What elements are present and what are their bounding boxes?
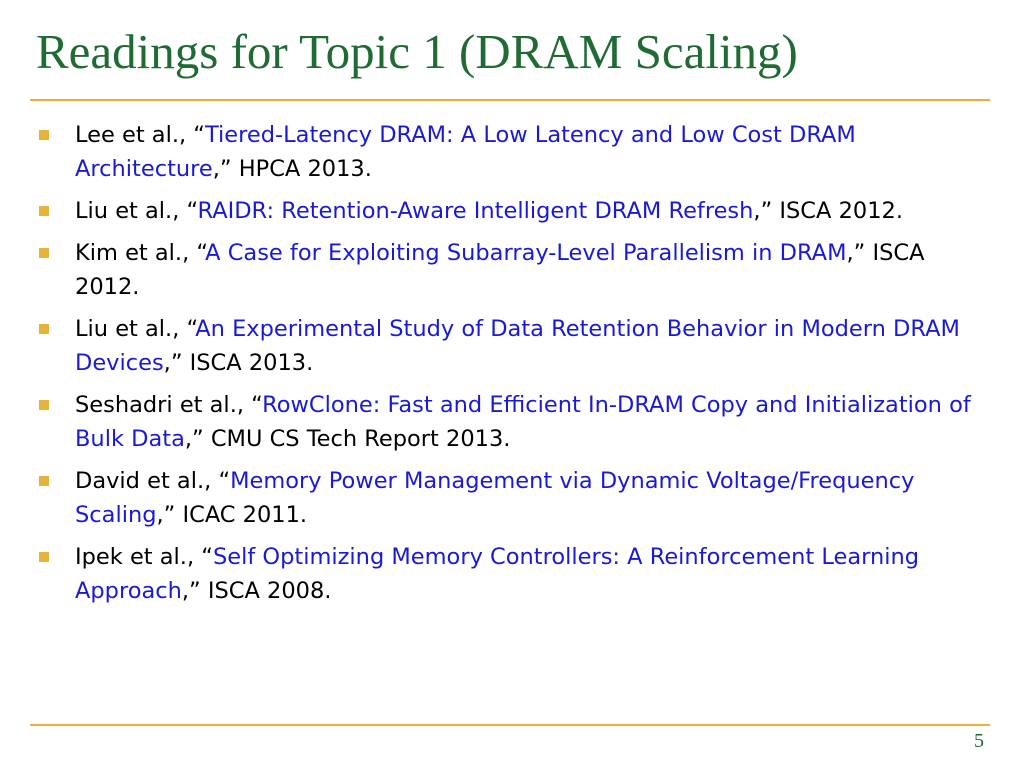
square-bullet-icon — [39, 206, 49, 216]
reading-title-link[interactable]: A Case for Exploiting Subarray-Level Parallelism in DRAM — [205, 240, 847, 266]
square-bullet-icon — [39, 248, 49, 258]
reading-venue: CMU CS Tech Report 2013. — [210, 426, 511, 452]
reading-venue: ISCA 2012. — [75, 240, 925, 300]
close-quote: ,” — [212, 156, 239, 182]
square-bullet-icon — [39, 324, 49, 334]
reading-list — [36, 118, 986, 616]
close-quote: ,” — [181, 578, 208, 604]
close-quote: ,” — [753, 198, 780, 224]
square-bullet-icon — [39, 130, 49, 140]
reading-title-link[interactable]: RAIDR: Retention-Aware Intelligent DRAM Refresh — [197, 198, 754, 224]
reading-title-link[interactable]: Memory Power Management via Dynamic Voltage/Frequency Scaling — [75, 468, 915, 528]
reading-item — [36, 118, 986, 186]
open-quote: “ — [201, 544, 213, 570]
slide-title: Readings for Topic 1 (DRAM Scaling) — [36, 24, 798, 79]
reading-title-link[interactable]: An Experimental Study of Data Retention Behavior in Modern DRAM Devices — [75, 316, 960, 376]
close-quote: ,” — [156, 502, 183, 528]
reading-authors: Ipek et al., — [75, 544, 202, 570]
open-quote: “ — [251, 392, 263, 418]
reading-venue: ICAC 2011. — [182, 502, 308, 528]
reading-title-link[interactable]: Self Optimizing Memory Controllers: A Reinforcement Learning Approach — [75, 544, 920, 604]
reading-authors: Liu et al., — [75, 316, 187, 342]
close-quote: ,” — [184, 426, 211, 452]
reading-venue: HPCA 2013. — [238, 156, 372, 182]
reading-authors: Kim et al., — [75, 240, 197, 266]
open-quote: “ — [218, 468, 231, 494]
reading-authors: Lee et al., — [75, 122, 194, 148]
reading-item — [36, 464, 986, 532]
close-quote: ,” — [846, 240, 873, 266]
open-quote: “ — [196, 240, 206, 266]
reading-authors: David et al., — [75, 468, 219, 494]
open-quote: “ — [186, 198, 198, 224]
reading-item — [36, 236, 986, 304]
open-quote: “ — [186, 316, 196, 342]
reading-authors: Seshadri et al., — [75, 392, 252, 418]
reading-item — [36, 388, 986, 456]
reading-venue: ISCA 2008. — [207, 578, 332, 604]
reading-title-link[interactable]: RowClone: Fast and Efficient In-DRAM Copy and Initialization of Bulk Data — [75, 392, 971, 452]
reading-item — [36, 194, 986, 228]
square-bullet-icon — [39, 476, 49, 486]
title-divider — [30, 99, 990, 101]
reading-authors: Liu et al., — [75, 198, 187, 224]
reading-title-link[interactable]: Tiered-Latency DRAM: A Low Latency and Low Cost DRAM Architecture — [75, 122, 856, 182]
reading-item — [36, 540, 986, 608]
reading-venue: ISCA 2013. — [189, 350, 314, 376]
square-bullet-icon — [39, 400, 49, 410]
close-quote: ,” — [163, 350, 190, 376]
reading-item — [36, 312, 986, 380]
open-quote: “ — [193, 122, 205, 148]
footer-divider — [30, 724, 990, 726]
reading-venue: ISCA 2012. — [779, 198, 903, 224]
page-number: 5 — [974, 730, 984, 752]
square-bullet-icon — [39, 552, 49, 562]
